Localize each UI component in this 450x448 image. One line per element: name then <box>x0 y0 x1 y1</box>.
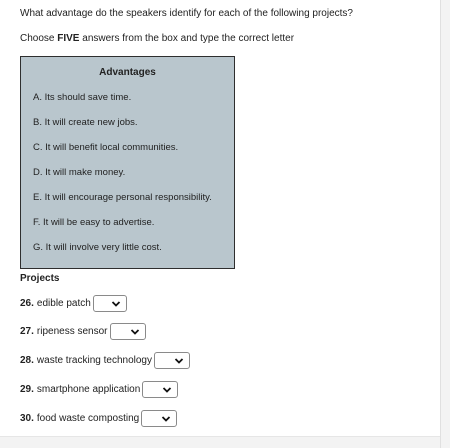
answer-select-27[interactable] <box>110 323 146 340</box>
option-g: G. It will involve very little cost. <box>33 242 162 253</box>
horizontal-scrollbar[interactable] <box>0 436 440 448</box>
chevron-down-icon <box>130 327 140 337</box>
question-text: What advantage do the speakers identify for each of the following projects? <box>20 8 353 19</box>
project-row-26 <box>20 295 127 312</box>
project-row-28 <box>20 352 190 369</box>
answer-select-26[interactable] <box>93 295 127 312</box>
project-number: 30. <box>20 413 34 424</box>
answer-select-28[interactable] <box>154 352 190 369</box>
project-label: waste tracking technology <box>36 355 152 366</box>
projects-title: Projects <box>20 273 60 284</box>
instruction-emphasis: FIVE <box>57 33 80 44</box>
answer-select-29[interactable] <box>142 381 178 398</box>
advantages-box <box>20 56 235 269</box>
project-label: food waste composting <box>36 413 140 424</box>
chevron-down-icon <box>111 299 121 309</box>
chevron-down-icon <box>162 385 172 395</box>
option-e: E. It will encourage personal responsibility. <box>33 192 212 203</box>
option-a: A. Its should save time. <box>33 92 132 103</box>
chevron-down-icon <box>174 356 184 366</box>
project-row-29 <box>20 381 178 398</box>
option-f: F. It will be easy to advertise. <box>33 217 155 228</box>
vertical-scrollbar[interactable] <box>440 0 450 448</box>
chevron-down-icon <box>161 414 171 424</box>
option-b: B. It will create new jobs. <box>33 117 138 128</box>
project-label: edible patch <box>36 298 91 309</box>
instruction-text <box>20 33 294 44</box>
project-number: 27. <box>20 326 34 337</box>
project-number: 26. <box>20 298 34 309</box>
instruction-pre: Choose <box>20 33 58 44</box>
option-c: C. It will benefit local communities. <box>33 142 179 153</box>
option-d: D. It will make money. <box>33 167 126 178</box>
project-row-30 <box>20 410 177 427</box>
project-label: smartphone application <box>36 384 141 395</box>
project-number: 28. <box>20 355 34 366</box>
project-label: ripeness sensor <box>36 326 108 337</box>
advantages-title: Advantages <box>99 67 156 78</box>
answer-select-30[interactable] <box>141 410 177 427</box>
project-number: 29. <box>20 384 34 395</box>
project-row-27 <box>20 323 146 340</box>
instruction-post: answers from the box and type the correct letter <box>79 33 295 44</box>
